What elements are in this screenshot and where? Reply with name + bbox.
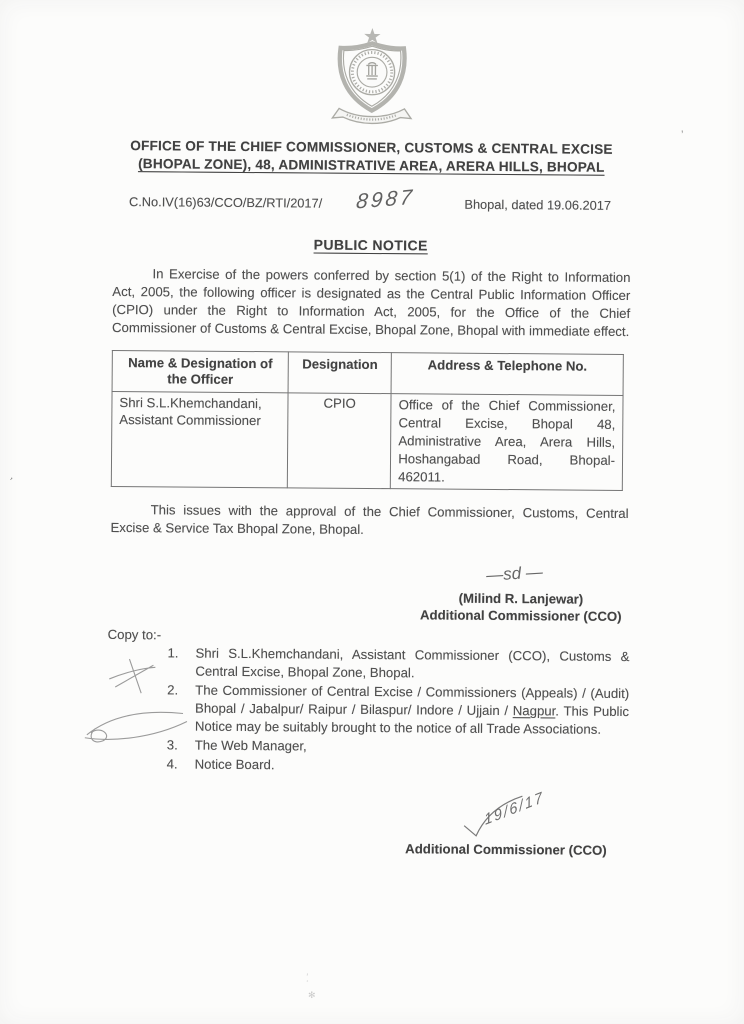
cell-address: Office of the Chief Commissioner, Central Excise, Bhopal 48, Administrative Area, Arera Hills, Hoshangabad Road, Bhopal-462011. [391, 394, 623, 491]
list-item [167, 736, 629, 758]
col-header-designation: Designation [288, 352, 391, 394]
header-line1: OFFICE OF THE CHIEF COMMISSIONER, CUSTOMS & CENTRAL EXCISE [130, 138, 613, 157]
signature-block [406, 563, 636, 625]
cell-officer-name: Shri S.L.Khemchandani, Assistant Commissioner [111, 391, 288, 487]
handwritten-signature [386, 789, 626, 843]
stray-apostrophe-mark: ’ [681, 129, 684, 141]
list-number: 1. [167, 645, 179, 661]
office-header [0, 136, 744, 178]
copy-item-2-tail: . This Public Notice may be suitably brought to the notice of all Trade Associations. [194, 703, 630, 737]
footer-signature-block [386, 789, 627, 858]
list-number: 4. [166, 756, 178, 772]
signatory-designation: Additional Commissioner (CCO) [419, 607, 622, 624]
copy-item-3: The Web Manager, [194, 737, 307, 754]
signatory-name: (Milind R. Lanjewar) [458, 590, 584, 607]
underlined-nagpur: Nagpur [512, 703, 556, 719]
list-item [167, 755, 629, 777]
body-paragraph-1: In Exercise of the powers conferred by section 5(1) of the Right to Information Act, 2005, the following officer is designated as the Central Public Information Officer (CPIO) under the Right to Information Act, 2005, for the Office of the Chief Commissioner of Customs & Central Excise, Bhopal Zone, Bhopal with immediate effect. [111, 266, 631, 340]
copy-item-2 [195, 682, 629, 739]
list-number: 3. [166, 737, 178, 753]
place-and-date: Bhopal, dated 19.06.2017 [464, 196, 612, 213]
copy-to-label: Copy to:- [107, 626, 162, 643]
col-header-address: Address & Telephone No. [391, 353, 623, 396]
list-number: 2. [167, 682, 179, 698]
cpio-table [111, 350, 624, 491]
handwritten-date: 19/6/17 [483, 788, 546, 829]
reference-line [0, 185, 743, 219]
handwritten-dispatch-number: 8987 [355, 185, 417, 214]
copy-item-2-text: The Commissioner of Central Excise / Commissioners (Appeals) / (Audit) Bhopal / Jabalpur/ Raipur / Bilaspur/ Indore / Ujjain / [195, 682, 630, 719]
ink-smudge: ✻ [308, 990, 316, 1000]
table-header-row [112, 350, 623, 395]
customs-central-excise-emblem-icon [324, 27, 421, 128]
footer-designation: Additional Commissioner (CCO) [405, 841, 607, 858]
copy-item-4: Notice Board. [194, 756, 275, 773]
table-row [111, 391, 623, 490]
header-line2: (BHOPAL ZONE), 48, ADMINISTRATIVE AREA, ARERA HILLS, BHOPAL [138, 156, 605, 175]
list-item [167, 644, 629, 684]
stray-pen-mark: ’ [3, 474, 15, 488]
col-header-name: Name & Designation of the Officer [112, 350, 288, 392]
cell-designation: CPIO [287, 393, 391, 489]
copy-to-section [107, 627, 630, 777]
list-item [167, 681, 629, 739]
sd-handwritten-mark: —sd — [485, 562, 543, 585]
page-title: PUBLIC NOTICE [313, 236, 428, 254]
copy-to-list [107, 644, 630, 777]
file-number: C.No.IV(16)63/CCO/BZ/RTI/2017/ [128, 194, 323, 211]
ink-smudge: ’͕ [305, 971, 309, 983]
copy-item-1: Shri S.L.Khemchandani, Assistant Commissioner (CCO), Customs & Central Excise, Bhopal Zone, Bhopal. [195, 645, 630, 681]
body-paragraph-2: This issues with the approval of the Chief Commissioner, Customs, Central Excise & Service Tax Bhopal Zone, Bhopal. [110, 502, 629, 537]
